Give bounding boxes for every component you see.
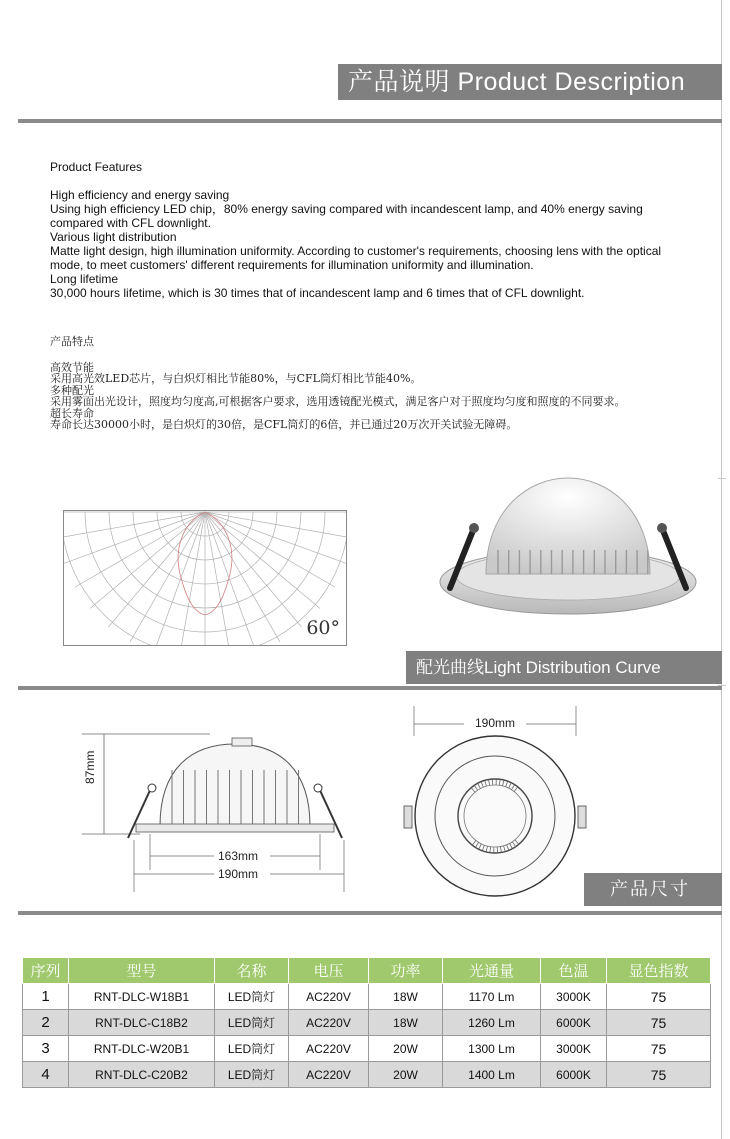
polar-grid: [64, 511, 346, 645]
table-cell: 75: [607, 984, 711, 1010]
table-cell: 75: [607, 1036, 711, 1062]
features-cn-heading: 产品特点: [50, 335, 94, 348]
feature-en-text: Using high efficiency LED chip，80% energy saving compared with incandescent lamp, and 40% energy saving compared with CFL downlight.: [50, 202, 643, 230]
table-header-row: [23, 958, 711, 984]
light-distribution-title: 配光曲线Light Distribution Curve: [406, 651, 722, 684]
beam-angle-label: 60°: [306, 617, 340, 639]
table-cell: 20W: [369, 1062, 443, 1088]
table-cell: 3: [23, 1036, 69, 1062]
table-cell: 18W: [369, 984, 443, 1010]
table-cell: 18W: [369, 1010, 443, 1036]
column-header: 色温: [541, 958, 607, 984]
table-cell: 20W: [369, 1036, 443, 1062]
column-header: 型号: [69, 958, 215, 984]
feature-en-title: Long lifetime: [50, 272, 119, 286]
table-cell: 6000K: [541, 1010, 607, 1036]
section-divider: [18, 686, 722, 690]
table-cell: AC220V: [289, 1062, 369, 1088]
table-cell: AC220V: [289, 984, 369, 1010]
table-cell: 4: [23, 1062, 69, 1088]
feature-cn-title: 多种配光: [50, 383, 94, 397]
table-cell: LED筒灯: [215, 1010, 289, 1036]
table-cell: RNT-DLC-W20B1: [69, 1036, 215, 1062]
table-cell: 6000K: [541, 1062, 607, 1088]
table-cell: AC220V: [289, 1036, 369, 1062]
table-cell: 3000K: [541, 984, 607, 1010]
section-divider: [18, 911, 722, 915]
table-cell: 1260 Lm: [443, 1010, 541, 1036]
features-en: [50, 160, 690, 300]
downlight-illustration: [428, 470, 702, 645]
feature-cn-text: 寿命长达30000小时，是白炽灯的30倍，是CFL筒灯的6倍，并已通过20万次开关试验无障碍。: [50, 418, 518, 431]
column-header: 光通量: [443, 958, 541, 984]
front-view-drawing: [400, 706, 590, 898]
inner-width-dimension: 163mm: [218, 849, 259, 863]
table-cell: LED筒灯: [215, 984, 289, 1010]
side-view-drawing: [80, 730, 380, 900]
table-cell: 1400 Lm: [443, 1062, 541, 1088]
height-dimension: 87mm: [83, 750, 97, 784]
table-row: [23, 984, 711, 1010]
table-cell: LED筒灯: [215, 1062, 289, 1088]
edge-tick: [718, 478, 726, 479]
column-header: 电压: [289, 958, 369, 984]
table-cell: 75: [607, 1062, 711, 1088]
feature-cn-title: 高效节能: [50, 360, 94, 374]
table-cell: 1: [23, 984, 69, 1010]
header-divider: [18, 119, 722, 123]
features-en-heading: Product Features: [50, 160, 143, 174]
table-cell: AC220V: [289, 1010, 369, 1036]
table-cell: 1170 Lm: [443, 984, 541, 1010]
table-row: [23, 1010, 711, 1036]
diameter-dimension: 190mm: [474, 716, 515, 730]
product-description-title: 产品说明 Product Description: [338, 64, 722, 100]
column-header: 显色指数: [607, 958, 711, 984]
feature-en-title: High efficiency and energy saving: [50, 188, 230, 202]
table-cell: 1300 Lm: [443, 1036, 541, 1062]
table-cell: RNT-DLC-W18B1: [69, 984, 215, 1010]
table-row: [23, 1036, 711, 1062]
features-cn: [50, 336, 690, 431]
feature-cn-text: 采用雾面出光设计，照度均匀度高,可根据客户要求，选用透镜配光模式，满足客户对于照度均匀度和照度的不同要求。: [50, 395, 626, 408]
outer-width-dimension: 190mm: [218, 867, 259, 881]
column-header: 名称: [215, 958, 289, 984]
column-header: 功率: [369, 958, 443, 984]
table-cell: 3000K: [541, 1036, 607, 1062]
page-edge-line: [721, 0, 722, 1139]
feature-cn-text: 采用高光效LED芯片，与白炽灯相比节能80%，与CFL筒灯相比节能40%。: [50, 372, 422, 385]
feature-en-text: Matte light design, high illumination uniformity. According to customer's requirements, choosing lens with the optical mode, to meet customers' different requirements for illumination uniformity and illumination.: [50, 244, 662, 272]
spec-table: [22, 957, 711, 1088]
table-cell: 2: [23, 1010, 69, 1036]
light-distribution-diagram: [63, 510, 347, 646]
table-cell: 75: [607, 1010, 711, 1036]
product-photo: [428, 470, 702, 645]
table-cell: RNT-DLC-C20B2: [69, 1062, 215, 1088]
feature-en-text: 30,000 hours lifetime, which is 30 times that of incandescent lamp and 6 times that of CFL downlight.: [50, 286, 585, 300]
feature-en-title: Various light distribution: [50, 230, 177, 244]
column-header: 序列: [23, 958, 69, 984]
table-cell: RNT-DLC-C18B2: [69, 1010, 215, 1036]
product-size-title: 产品尺寸: [584, 873, 722, 906]
feature-cn-title: 超长寿命: [50, 406, 94, 420]
table-cell: LED筒灯: [215, 1036, 289, 1062]
table-row: [23, 1062, 711, 1088]
